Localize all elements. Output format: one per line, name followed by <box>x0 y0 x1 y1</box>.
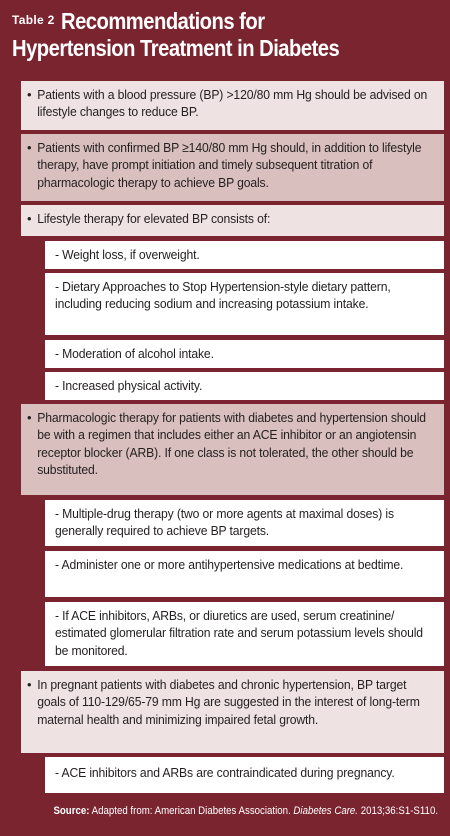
sub-recommendation-row <box>45 757 444 793</box>
bullet-marker: • <box>27 410 32 425</box>
sub-recommendation-row <box>45 241 444 269</box>
recommendation-text: In pregnant patients with diabetes and chronic hypertension, BP target goals of 110-129/65-79 mm Hg are suggested in the interest of long-term maternal health and minimizing impaired fetal growth. <box>37 677 420 727</box>
source-details: 2013;36:S1-S110. <box>357 805 438 817</box>
sub-recommendation-text: - Administer one or more antihypertensive medications at bedtime. <box>55 557 404 572</box>
sub-recommendation-text: - Dietary Approaches to Stop Hypertension-style dietary pattern, including reducing sodium and increasing potassium intake. <box>55 279 391 312</box>
sub-recommendation-text: - Weight loss, if overweight. <box>55 247 200 262</box>
recommendation-row <box>21 205 444 236</box>
recommendation-text: Pharmacologic therapy for patients with diabetes and hypertension should be with a regimen that includes either an ACE inhibitor or an angiotensin receptor blocker (ARB). If one class is not tolerated, the other should be substituted. <box>37 410 426 477</box>
sub-recommendation-text: - Increased physical activity. <box>55 378 203 393</box>
source-text: Adapted from: American Diabetes Association. <box>89 805 294 817</box>
sub-recommendation-text: - Moderation of alcohol intake. <box>55 346 214 361</box>
recommendation-text: Lifestyle therapy for elevated BP consists of: <box>37 211 271 226</box>
sub-recommendation-text: - If ACE inhibitors, ARBs, or diuretics are used, serum creatinine/ estimated glomerular filtration rate and serum potassium levels should be monitored. <box>55 608 423 658</box>
recommendation-row <box>21 81 444 130</box>
recommendation-text: Patients with a blood pressure (BP) >120/80 mm Hg should be advised on lifestyle changes to reduce BP. <box>37 87 428 120</box>
sub-recommendation-text: - Multiple-drug therapy (two or more agents at maximal doses) is generally required to achieve BP targets. <box>55 506 394 539</box>
sub-recommendation-row <box>45 273 444 335</box>
source-label: Source: <box>53 805 90 817</box>
sub-recommendation-row <box>45 602 444 666</box>
bullet-marker: • <box>27 211 32 226</box>
table-title-line-2: Hypertension Treatment in Diabetes <box>12 35 340 61</box>
table-number-label: Table 2 <box>12 13 55 27</box>
source-journal: Diabetes Care. <box>293 805 358 817</box>
sub-recommendation-row <box>45 372 444 400</box>
recommendation-row <box>21 404 444 495</box>
bullet-marker: • <box>27 677 32 692</box>
table-header <box>0 0 450 78</box>
sub-recommendation-row <box>45 551 444 597</box>
sub-recommendation-row <box>45 500 444 546</box>
table-title-line-1: Recommendations for <box>60 8 265 34</box>
source-citation <box>0 805 450 817</box>
sub-recommendation-text: - ACE inhibitors and ARBs are contraindicated during pregnancy. <box>55 765 395 780</box>
bullet-marker: • <box>27 87 32 102</box>
sub-recommendation-row <box>45 340 444 368</box>
recommendation-row <box>21 134 444 201</box>
bullet-marker: • <box>27 140 32 155</box>
recommendation-row <box>21 671 444 753</box>
recommendation-text: Patients with confirmed BP ≥140/80 mm Hg should, in addition to lifestyle therapy, have prompt initiation and timely subsequent titration of pharmacologic therapy to achieve BP goals. <box>37 140 422 190</box>
